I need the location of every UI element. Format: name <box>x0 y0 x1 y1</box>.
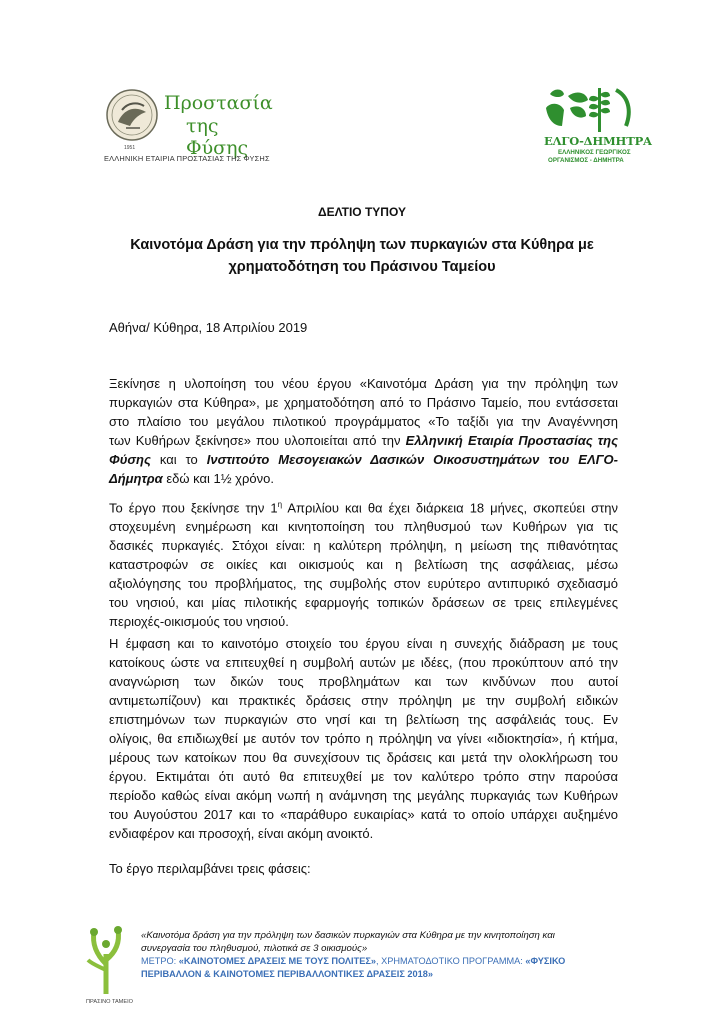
p2-line: αξιολόγησης του προβλήματος, της συμβολής στον ευρύτερο αντιπυρικό σχεδιασμό <box>109 576 618 592</box>
p2-line: περιοχές-οικισμούς του νησιού. <box>109 614 289 630</box>
press-release-label: ΔΕΛΤΙΟ ΤΥΠΟΥ <box>318 205 406 219</box>
p1-text: των Κυθήρων ξεκίνησε» που υλοποιείται από την <box>109 433 406 448</box>
p2-line: δασικές πυρκαγιές. Στόχοι είναι: η καλύτερη πρόληψη, η μείωση της πιθανότητας <box>109 538 618 554</box>
p3-line: επιστημόνων των πυρκαγιών στο νησί και τη βελτίωση της ασφάλειάς τους. Εν <box>109 712 618 727</box>
p3-line: περίοδο καθώς είναι ακόμη νωπή η ανάμνηση της μεγάλης πυρκαγιάς των Κυθήρων <box>109 788 618 803</box>
brand-line-2: της Φύσης <box>186 115 249 159</box>
seal-icon <box>106 88 158 142</box>
p1-line: Ξεκίνησε η υλοποίηση του νέου έργου «Καινοτόμα Δράση για την πρόληψη των <box>109 376 618 391</box>
p3-line: ολίγοις, θα επιδιωχθεί με αυτόν τον τρόπο η πρόληψη να γίνει «ιδιοκτησία», ή κτήμα, <box>109 731 618 746</box>
p3-line: ενδιαφέρον και προσοχή, είναι ακόμη ανοικτό. <box>109 826 374 841</box>
footer-measure-line <box>141 968 631 981</box>
p1-line: πυρκαγιών στα Κύθηρα», με χρηματοδότηση από το Πράσινο Ταμείο, που εντάσσεται <box>109 395 618 410</box>
p3-line: αναγνώριση των δικών τους προβλημάτων και των κινδύνων που αυτοί <box>109 674 618 689</box>
paragraph-2 <box>109 495 618 631</box>
founded-year: 1951 <box>124 145 136 151</box>
green-fund-caption: ΠΡΑΣΙΝΟ ΤΑΜΕΙΟ <box>86 999 133 1005</box>
p1-line <box>109 431 618 450</box>
p1-line: στο πλαίσιο του μεγάλου πιλοτικού προγράμματος «Το ταξίδι για την Αναγέννηση <box>109 414 618 429</box>
measure-label: ΜΕΤΡΟ: <box>141 956 179 966</box>
p1-institute-emphasis: Δήμητρα <box>109 471 163 486</box>
title-line-2: χρηματοδότηση του Πράσινου Ταμείου <box>228 259 496 275</box>
p3-line: του Αυγούστου 2017 και το «παράθυρο ευκαιρίας» κατά το οποίο υπάρχει αυξημένο <box>109 807 618 822</box>
org-name: ΕΛΛΗΝΙΚΗ ΕΤΑΙΡΙΑ ΠΡΟΣΤΑΣΙΑΣ ΤΗΣ ΦΥΣΗΣ <box>104 154 270 163</box>
p3-line: Η έμφαση και το καινοτόμο στοιχείο του έργου είναι η συνεχής διάδραση με τους <box>109 636 618 651</box>
p1-text: και το <box>150 452 207 467</box>
p2-line: στοχευμένη ενημέρωση και κινητοποίηση του πληθυσμού των Κυθήρων για τις <box>109 519 618 535</box>
elgo-subtitle-1: ΕΛΛΗΝΙΚΟΣ ΓΕΩΡΓΙΚΟΣ <box>558 149 631 156</box>
program-label: , ΧΡΗΜΑΤΟΔΟΤΙΚΟ ΠΡΟΓΡΑΜΜΑ: <box>375 956 526 966</box>
footer-quote-line: συνεργασία του πληθυσμού, πιλοτικά σε 3 οικισμούς» <box>141 942 368 954</box>
p1-line <box>109 450 618 469</box>
elgo-subtitle-2: ΟΡΓΑΝΙΣΜΟΣ - ΔΗΜΗΤΡΑ <box>548 157 624 164</box>
footer-quote-line: «Καινοτόμα δράση για την πρόληψη των δασικών πυρκαγιών στα Κύθηρα με την κινητοποίηση και <box>141 930 555 941</box>
p2-line: του νησιού, και μίας πιλοτικής εφαρμογής τοπικών δράσεων σε τρεις επιλεγμένες <box>109 595 618 611</box>
p2-line: καταστροφών σε οικίες και οικισμούς και η βελτίωση της ασφάλειας, μέσω <box>109 557 618 573</box>
p1-org-emphasis: Ελληνική Εταιρία Προστασίας της <box>405 433 618 448</box>
footer-measure-program <box>141 955 631 980</box>
paragraph-1 <box>109 374 618 488</box>
dateline: Αθήνα/ Κύθηρα, 18 Απριλίου 2019 <box>109 320 308 335</box>
p2-text: Το έργο που ξεκίνησε την 1 <box>109 500 278 516</box>
footer-project-quote <box>141 930 626 955</box>
p3-line: κατοίκους ώστε να επιτευχθεί η συμβολή αυτών με ιδέες, (που προκύπτουν από την <box>109 655 618 670</box>
brand-line-1: Προστασία <box>164 92 273 114</box>
p1-org-emphasis: Φύσης <box>109 452 151 467</box>
green-fund-logo <box>86 924 133 1008</box>
green-fund-tree-icon <box>86 924 126 996</box>
p1-institute-emphasis: Ινστιτούτο Μεσογειακών Δασικών Οικοσυστημάτων του ΕΛΓΟ- <box>206 452 618 467</box>
measure-value: «ΚΑΙΝΟΤΟΜΕΣ ΔΡΑΣΕΙΣ ΜΕ ΤΟΥΣ ΠΟΛΙΤΕΣ» <box>178 956 376 966</box>
p3-line: έργου. Εκτιμάται ότι αυτό θα επιτευχθεί με τον καλύτερο τρόπο στην παρούσα <box>109 769 618 784</box>
program-value: ΠΕΡΙΒΑΛΛΟΝ & ΚΑΙΝΟΤΟΜΕΣ ΠΕΡΙΒΑΛΛΟΝΤΙΚΕΣ ΔΡΑΣΕΙΣ 2018» <box>141 968 433 979</box>
elgo-name: ΕΛΓΟ-ΔΗΜΗΤΡΑ <box>544 134 652 148</box>
p2-line <box>109 495 618 517</box>
elgo-dimitra-logo <box>536 86 652 176</box>
title-line-1: Καινοτόμα Δράση για την πρόληψη των πυρκαγιών στα Κύθηρα με <box>130 237 594 253</box>
p3-line: μέρους των κατοίκων που θα συνεχίσουν τις δράσεις και μετά την ολοκλήρωση του <box>109 750 618 765</box>
paragraph-3 <box>109 634 618 843</box>
program-value: «ΦΥΣΙΚΟ <box>525 956 566 966</box>
p1-line <box>109 469 618 488</box>
hellenic-society-logo <box>104 84 284 174</box>
p3-line: αντιμετωπίζουν) και πρακτικές δράσεις στην πρόληψη με την συμβολή ειδικών <box>109 693 618 708</box>
p2-superscript: η <box>277 500 283 509</box>
p2-text: Απριλίου και θα έχει διάρκεια 18 μήνες, σκοπεύει στην <box>282 500 618 516</box>
paragraph-4: Το έργο περιλαμβάνει τρεις φάσεις: <box>109 861 311 876</box>
leaf-emblem-icon <box>540 86 636 136</box>
footer-measure-line <box>141 955 631 968</box>
p1-text: εδώ και 1½ χρόνο. <box>162 471 274 486</box>
